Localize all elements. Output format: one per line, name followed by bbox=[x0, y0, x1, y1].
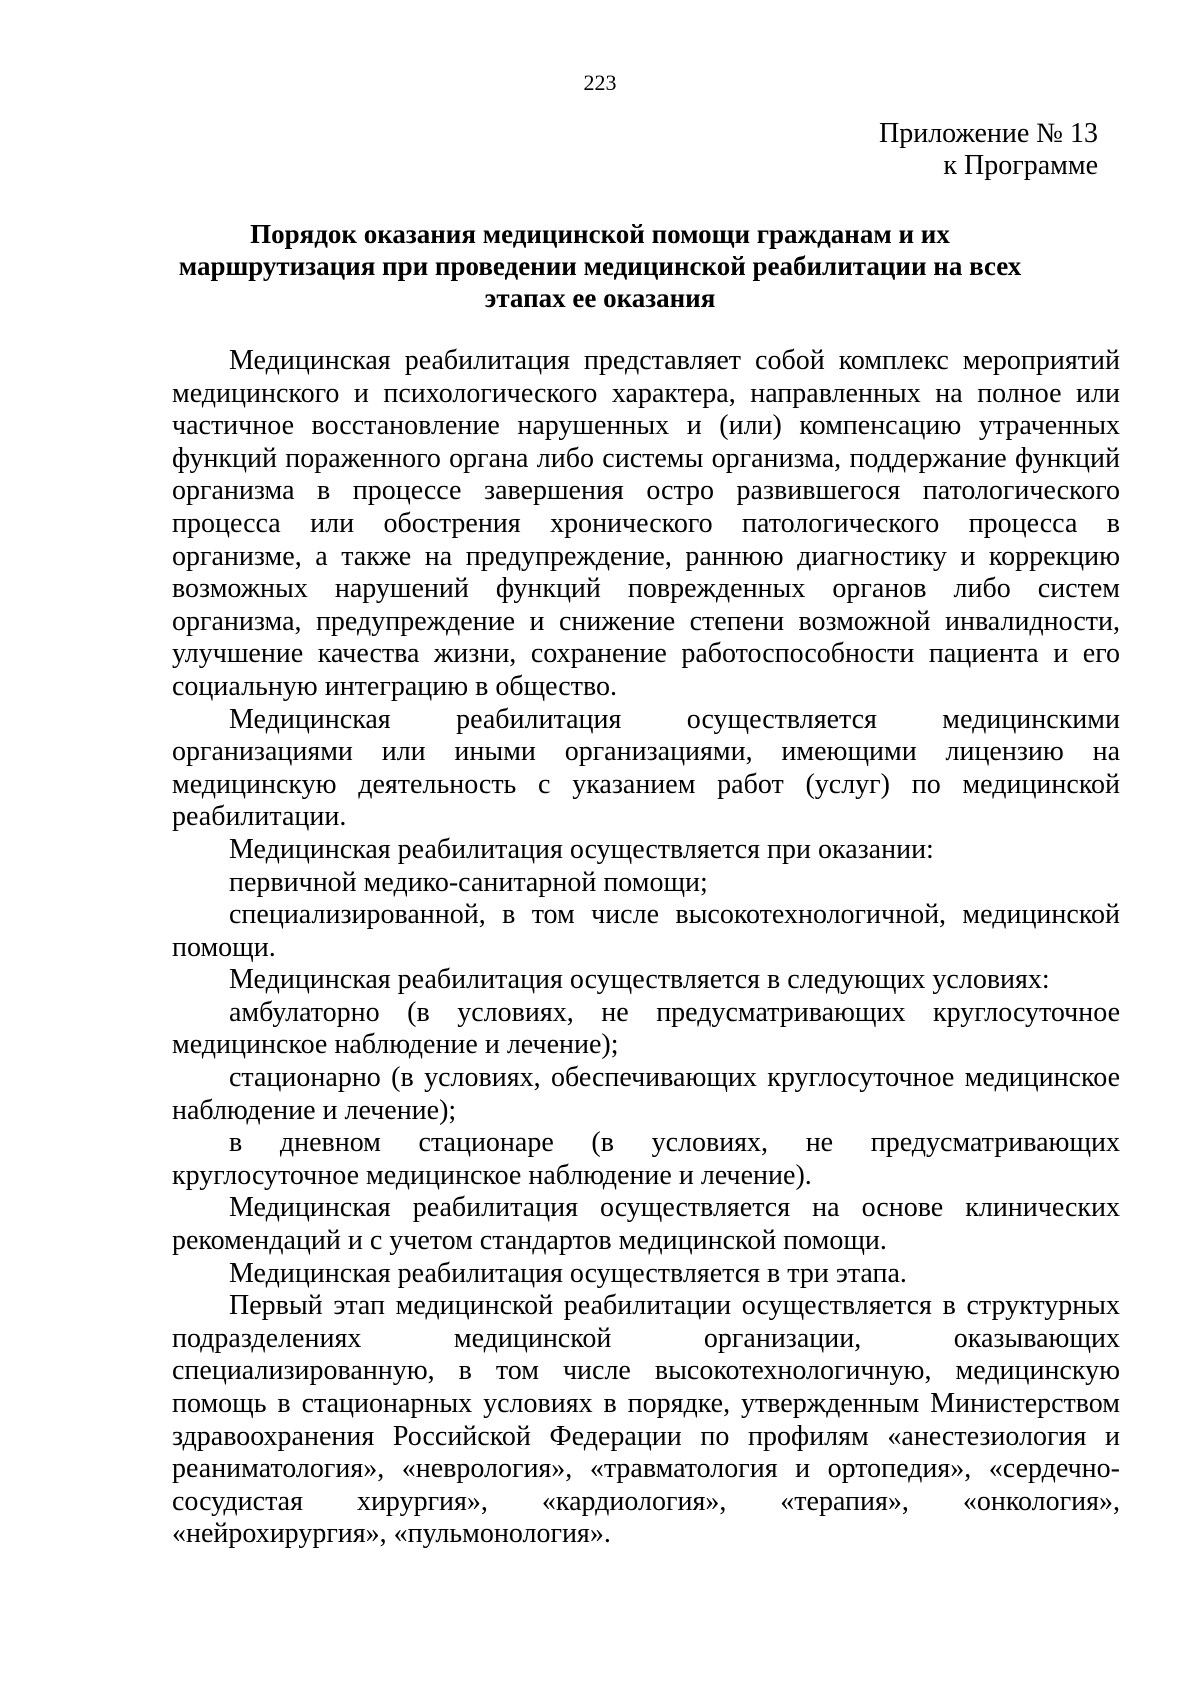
appendix-reference bbox=[879, 118, 1098, 182]
title-line-1: Порядок оказания медицинской помощи гражданам и их bbox=[250, 219, 950, 249]
appendix-program: к Программе bbox=[943, 150, 1098, 181]
list-item-outpatient: амбулаторно (в условиях, не предусматривающих круглосуточное медицинское наблюдение и лечение); bbox=[172, 996, 1120, 1061]
paragraph-rehab-conditions: Медицинская реабилитация осуществляется в следующих условиях: bbox=[229, 964, 1050, 996]
paragraph-rehab-when: Медицинская реабилитация осуществляется при оказании: bbox=[229, 833, 934, 865]
list-item-specialized-care: специализированной, в том числе высокотехнологичной, медицинской помощи. bbox=[172, 899, 1120, 963]
paragraph-rehab-definition: Медицинская реабилитация представляет собой комплекс мероприятий медицинского и психологического характера, направленных на полное или частичное восстановление нарушенных и (или) компенсацию утраченных функций пораженного органа либо системы организма, поддержание функций организма в процессе завершения остро развившегося патологического процесса или обострения хронического патологического процесса в организме, а также на предупреждение, раннюю диагностику и коррекцию возможных нарушений функций поврежденных органов либо систем организма, предупреждение и снижение степени возможной инвалидности, улучшение качества жизни, сохранение работоспособности пациента и его социальную интеграцию в общество. bbox=[172, 345, 1120, 702]
list-item-primary-care: первичной медико-санитарной помощи; bbox=[229, 866, 708, 898]
title-line-2: маршрутизация при проведении медицинской реабилитации на всех bbox=[178, 251, 1022, 281]
title-line-3: этапах ее оказания bbox=[484, 283, 716, 313]
list-item-day-hospital: в дневном стационаре (в условиях, не предусматривающих круглосуточное медицинское наблюдение и лечение). bbox=[172, 1127, 1120, 1191]
paragraph-three-stages: Медицинская реабилитация осуществляется в три этапа. bbox=[229, 1257, 907, 1289]
document-body bbox=[172, 345, 1120, 1551]
paragraph-rehab-organizations: Медицинская реабилитация осуществляется медицинскими организациями или иными организациями, имеющими лицензию на медицинскую деятельность с указанием работ (услуг) по медицинской реабилитации. bbox=[172, 703, 1120, 833]
document-title bbox=[160, 218, 1040, 314]
appendix-number: Приложение № 13 bbox=[879, 118, 1098, 149]
paragraph-clinical-guidelines: Медицинская реабилитация осуществляется на основе клинических рекомендаций и с учетом стандартов медицинской помощи. bbox=[172, 1192, 1120, 1257]
page-number: 223 bbox=[583, 70, 617, 95]
list-item-inpatient: стационарно (в условиях, обеспечивающих круглосуточное медицинское наблюдение и лечение); bbox=[172, 1062, 1120, 1126]
paragraph-first-stage: Первый этап медицинской реабилитации осуществляется в структурных подразделениях медицинской организации, оказывающих специализированную, в том числе высокотехнологичную, медицинскую помощь в стационарных условиях в порядке, утвержденным Министерством здравоохранения Российской Федерации по профилям «анестезиология и реаниматология», «неврология», «травматология и ортопедия», «сердечно-сосудистая хирургия», «кардиология», «терапия», «онкология», «нейрохирургия», «пульмонология». bbox=[172, 1290, 1120, 1550]
